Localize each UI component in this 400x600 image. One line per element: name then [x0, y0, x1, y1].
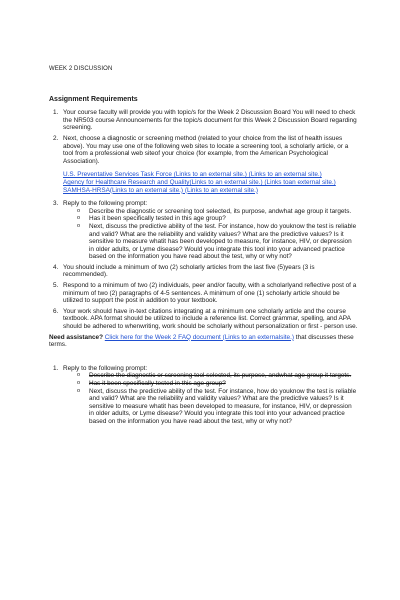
list-item [49, 282, 358, 305]
bullet-item-struck [77, 372, 358, 380]
bullet-text: Describe the diagnostic or screening tool selected, its purpose, andwhat age group it targets. [89, 207, 352, 215]
item-number: 4. [53, 263, 59, 271]
prompt-bullets [63, 372, 358, 425]
bullet-text: Next, discuss the predictive ability of the test. For instance, how do youknow the test is reliable and valid? What are the reliability and validity values? What are the predictive values? Is it sensitive to measure whatit has been developed to measure, for instance, HIV, or depression in older adults, or Lyme disease? Would you integrate this tool into your advanced practice based on the information you have read about the test, why or why not? [89, 222, 357, 261]
bullet-item [77, 215, 358, 223]
item-number: 5. [53, 282, 59, 290]
item-number: 1. [53, 364, 59, 372]
bullet-circle-icon: o [77, 387, 81, 394]
bullet-circle-icon: o [77, 207, 81, 214]
item-text: Reply to the following prompt: [63, 364, 148, 372]
document-title: WEEK 2 DISCUSSION [49, 66, 113, 72]
bullet-item [77, 208, 358, 216]
item-number: 1. [53, 109, 59, 117]
link-samhsa[interactable]: SAMHSA-HRSA(Links to an external site.) (Links to an external site.) [63, 186, 258, 194]
resource-links [63, 171, 358, 194]
bullet-item [77, 388, 358, 426]
bullet-circle-icon: o [77, 215, 81, 222]
item-number: 6. [53, 307, 59, 315]
item-text: Your course faculty will provide you with topic/s for the Week 2 Discussion Board You will need to check the NR503 course Announcements for the topic/s document for this Week 2 Discussion Board regarding screening. [63, 109, 357, 132]
item-text: Respond to a minimum of two (2) individuals, peer and/or faculty, with a scholarlyand reflective post of a minimum of two (2) paragraphs of 4-5 sentences. A minimum of one (1) scholarly article should be utilized to support the post in addition to your textbook. [63, 282, 357, 305]
list-item [49, 135, 358, 194]
item-text: You should include a minimum of two (2) scholarly articles from the last five (5)years (3 is recommended). [63, 263, 315, 279]
bullet-item [77, 223, 358, 261]
list-item [49, 109, 358, 132]
item-text: Your work should have in-text citations integrating at a minimum one scholarly article and the course textbook. APA format should be utilized to include a reference list. Correct grammar, spelling, and APA should be adhered to whenwriting, work should be scholarly without personalization or first - person use. [63, 307, 358, 331]
bullet-text: Next, discuss the predictive ability of the test. For instance, how do youknow the test is reliable and valid? What are the reliability and validity values? What are the predictive values? Is it sensitive to measure whatit has been developed to measure, for instance, HIV, or depression in older adults, or Lyme disease? Would you integrate this tool into your advanced practice based on the information you have read about the test, why or why not? [89, 387, 357, 425]
item-text: Reply to the following prompt: [63, 200, 148, 208]
item-number: 3. [53, 200, 59, 208]
link-uspstf[interactable]: U.S. Preventative Services Task Force (Links to an external site.) (Links to an external site.) [63, 171, 322, 179]
bullet-text: Has it been specifically tested in this age group? [89, 380, 226, 387]
assistance-label: Need assistance? [49, 333, 103, 341]
repeated-prompt-list [49, 365, 358, 426]
link-ahrq[interactable]: Agency for Healthcare Research and Quality(Links to an external site.) (Links toan external site.) [63, 178, 336, 186]
list-item [49, 365, 358, 426]
list-item [49, 200, 358, 261]
list-item [49, 308, 358, 331]
assistance-note [49, 334, 358, 349]
bullet-circle-icon: o [77, 380, 81, 386]
bullet-text: Describe the diagnostic or screening tool selected, its purpose, andwhat age group it targets. [89, 372, 352, 380]
section-heading: Assignment Requirements [49, 95, 138, 103]
list-item [49, 264, 358, 279]
bullet-circle-icon: o [77, 372, 81, 379]
faq-link[interactable]: Click here for the Week 2 FAQ document (Links to an externalsite.) [104, 333, 294, 341]
prompt-bullets [63, 208, 358, 261]
item-text: Next, choose a diagnostic or screening method (related to your choice from the list of health issues above). You may use one of the following web sites to locate a screening tool, a scholarly article, or a tool from a professional web siteof your choice (for example, from the American Psychological Association). [63, 134, 349, 165]
requirements-list [49, 109, 358, 330]
item-number: 2. [53, 134, 59, 142]
assistance-tail: that discusses these terms. [49, 333, 354, 349]
bullet-text: Has it been specifically tested in this age group? [89, 215, 226, 223]
bullet-circle-icon: o [77, 222, 81, 229]
bullet-item-struck [77, 380, 358, 388]
